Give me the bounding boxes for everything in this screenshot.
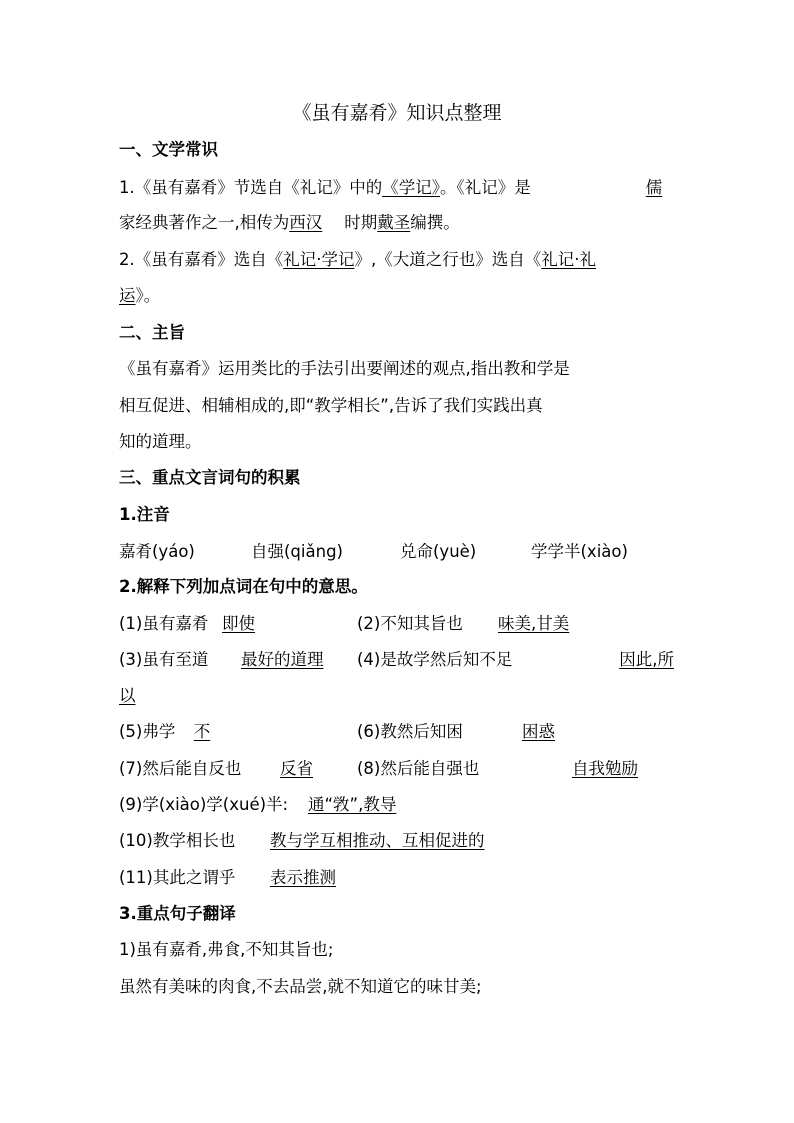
section-heading-vocab: 三、重点文言词句的积累: [119, 468, 301, 487]
answer-daisheng: 戴圣: [377, 213, 411, 232]
answer: 不: [193, 722, 211, 741]
paragraph-2-line-2: [119, 284, 679, 308]
answer-ru: 儒: [645, 178, 663, 197]
answer: 味美,甘美: [498, 614, 570, 633]
section-heading-theme: 二、主旨: [119, 323, 185, 342]
answer-liji-xueji: 礼记·学记: [283, 250, 355, 269]
question: (7)然后能自反也: [119, 759, 242, 778]
text: 编撰。: [410, 213, 460, 232]
subheading-explain: 2.解释下列加点词在句中的意思。: [119, 577, 368, 596]
answer-liji-liyun-end: 运: [119, 286, 136, 305]
answer-xueji: 《学记》: [382, 178, 440, 197]
paragraph-2-line-1: [119, 248, 679, 272]
page-title: 《虽有嘉肴》知识点整理: [292, 102, 502, 124]
question: (10)教学相长也: [119, 831, 236, 850]
answer-liji-liyun: 礼记·礼: [541, 250, 596, 269]
pinyin-item: 自强(qiǎng): [251, 542, 343, 561]
theme-line-2: 相互促进、相辅相成的,即“教学相长”,告诉了我们实践出真: [119, 396, 543, 415]
theme-line-3: 知的道理。: [119, 432, 202, 451]
question: (2)不知其旨也: [357, 614, 463, 633]
question: (9)学(xiào)学(xué)半:: [119, 795, 289, 814]
answer: 因此,所: [619, 650, 674, 669]
translation-source: 1)虽有嘉肴,弗食,不知其旨也;: [119, 940, 334, 959]
pinyin-item: 兑命(yuè): [400, 542, 477, 561]
answer: 通“敩”,教导: [308, 795, 397, 814]
text: 1.《虽有嘉肴》节选自《礼记》中的: [119, 178, 383, 197]
paragraph-1-line-1: [119, 176, 679, 200]
translation-target: 虽然有美味的肉食,不去品尝,就不知道它的味甘美;: [119, 977, 482, 996]
question: (6)教然后知困: [357, 722, 463, 741]
text: 》。: [135, 286, 161, 305]
pinyin-item: 嘉肴(yáo): [119, 542, 195, 561]
subheading-pinyin: 1.注音: [119, 505, 170, 524]
text: 2.《虽有嘉肴》选自《: [119, 250, 284, 269]
answer: 以: [119, 686, 136, 705]
paragraph-1-line-2: [119, 211, 679, 235]
answer: 表示推测: [270, 868, 336, 887]
answer-xihan: 西汉: [289, 213, 323, 232]
question: (8)然后能自强也: [357, 759, 480, 778]
question: (4)是故学然后知不足: [357, 650, 513, 669]
answer: 教与学互相推动、互相促进的: [270, 831, 485, 850]
answer: 困惑: [522, 722, 555, 741]
text: 。《礼记》是: [440, 178, 531, 197]
question: (1)虽有嘉肴: [119, 614, 209, 633]
theme-line-1: 《虽有嘉肴》运用类比的手法引出要阐述的观点,指出教和学是: [119, 359, 570, 378]
pinyin-item: 学学半(xiào): [531, 542, 628, 561]
answer: 即使: [222, 614, 255, 633]
text: 时期: [344, 213, 378, 232]
section-heading-literary: 一、文学常识: [119, 140, 218, 159]
subheading-translation: 3.重点句子翻译: [119, 904, 236, 923]
question: (3)虽有至道: [119, 650, 209, 669]
text: 》,《大道之行也》选自《: [354, 250, 542, 269]
question: (5)弗学: [119, 722, 176, 741]
answer: 反省: [280, 759, 313, 778]
question: (11)其此之谓乎: [119, 868, 236, 887]
answer: 最好的道理: [241, 650, 324, 669]
text: 家经典著作之一,相传为: [119, 213, 290, 232]
answer: 自我勉励: [572, 759, 638, 778]
